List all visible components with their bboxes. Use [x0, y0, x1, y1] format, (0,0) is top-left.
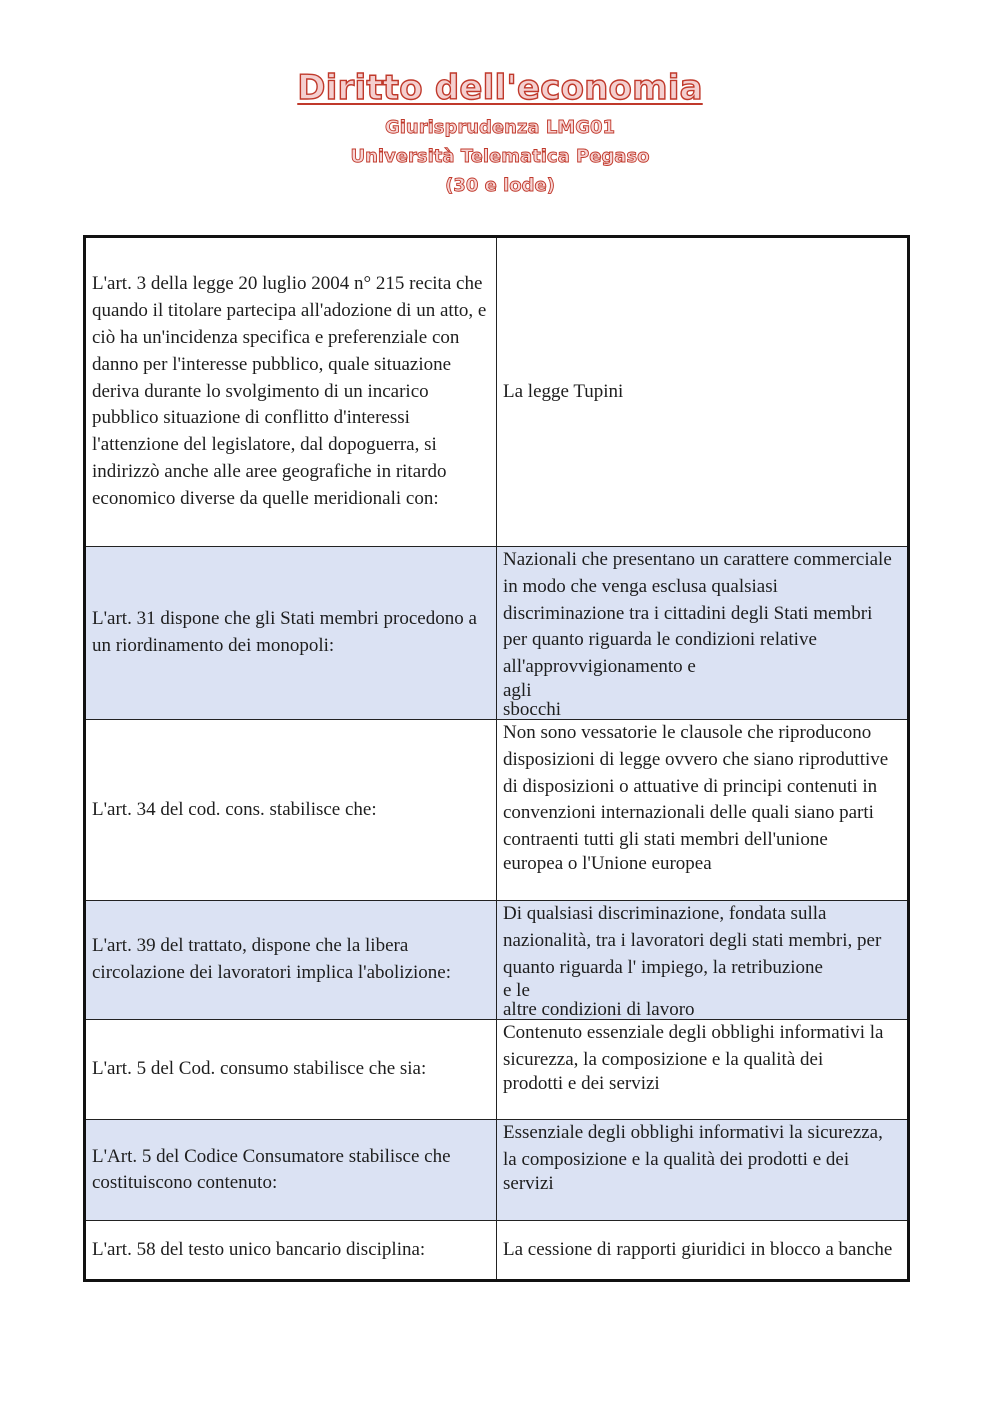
table-row — [85, 237, 909, 547]
answer-text: Essenziale degli obblighi informativi la sicurezza, la composizione e la qualità dei prodotti e dei — [503, 1122, 883, 1171]
answer-text: Nazionali che presentano un carattere commerciale in modo che venga esclusa qualsiasi discriminazione tra i cittadini degli Stati membri per quanto riguarda le condizioni relative all'approvvigionamento e — [503, 549, 892, 678]
answer-cell — [497, 1020, 909, 1120]
university-name: Università Telematica Pegaso — [350, 146, 650, 167]
question-cell: L'art. 5 del Cod. consumo stabilisce che sia: — [85, 1020, 497, 1120]
table-row — [85, 547, 909, 720]
answer-text-tail: sbocchi — [503, 698, 562, 720]
document-header — [0, 66, 1000, 200]
question-cell: L'art. 58 del testo unico bancario disciplina: — [85, 1221, 497, 1281]
table-row — [85, 900, 909, 1019]
answer-cell — [497, 900, 909, 1019]
answer-text: Contenuto essenziale degli obblighi informativi la sicurezza, la composizione e la qualità dei — [503, 1022, 884, 1071]
question-cell: L'art. 31 dispone che gli Stati membri procedono a un riordinamento dei monopoli: — [85, 547, 497, 720]
qa-table — [83, 235, 910, 1282]
answer-text: Di qualsiasi discriminazione, fondata sulla nazionalità, tra i lavoratori degli stati membri, per quanto riguarda l' impiego, la retribuzione — [503, 902, 882, 978]
answer-cell — [497, 719, 909, 900]
answer-text-tail: europea o l'Unione europea — [503, 852, 712, 874]
question-cell: L'art. 39 del trattato, dispone che la libera circolazione dei lavoratori implica l'abolizione: — [85, 900, 497, 1019]
document-title: Diritto dell'economia — [297, 68, 703, 108]
table-row — [85, 1020, 909, 1120]
answer-cell: La legge Tupini — [497, 237, 909, 547]
answer-text-tail: e le — [503, 980, 530, 1002]
answer-text-tail: altre condizioni di lavoro — [503, 999, 695, 1020]
question-cell: L'Art. 5 del Codice Consumatore stabilisce che costituiscono contenuto: — [85, 1120, 497, 1221]
table-row — [85, 719, 909, 900]
answer-text-tail: agli — [503, 679, 532, 701]
table-row — [85, 1120, 909, 1221]
answer-text-tail: servizi — [503, 1172, 554, 1194]
question-cell: L'art. 34 del cod. cons. stabilisce che: — [85, 719, 497, 900]
answer-text-tail: prodotti e dei servizi — [503, 1072, 660, 1094]
answer-cell — [497, 1120, 909, 1221]
grade-note: (30 e lode) — [445, 175, 555, 196]
answer-cell — [497, 547, 909, 720]
course-name: Giurisprudenza LMG01 — [384, 117, 616, 138]
table-row — [85, 1221, 909, 1281]
answer-cell: La cessione di rapporti giuridici in blocco a banche — [497, 1221, 909, 1281]
question-cell: L'art. 3 della legge 20 luglio 2004 n° 215 recita che quando il titolare partecipa all'adozione di un atto, e ciò ha un'incidenza specifica e preferenziale con danno per l'interesse pubblico, quale situazione deriva durante lo svolgimento di un incarico pubblico situazione di conflitto d'interessi l'attenzione del legislatore, dal dopoguerra, si indirizzò anche alle aree geografiche in ritardo economico diverse da quelle meridionali con: — [85, 237, 497, 547]
answer-text: Non sono vessatorie le clausole che riproducono disposizioni di legge ovvero che siano riproduttive di disposizioni o attuative di principi contenuti in convenzioni internazionali delle quali siano parti contraenti tutti gli stati membri dell'unione — [503, 721, 889, 851]
